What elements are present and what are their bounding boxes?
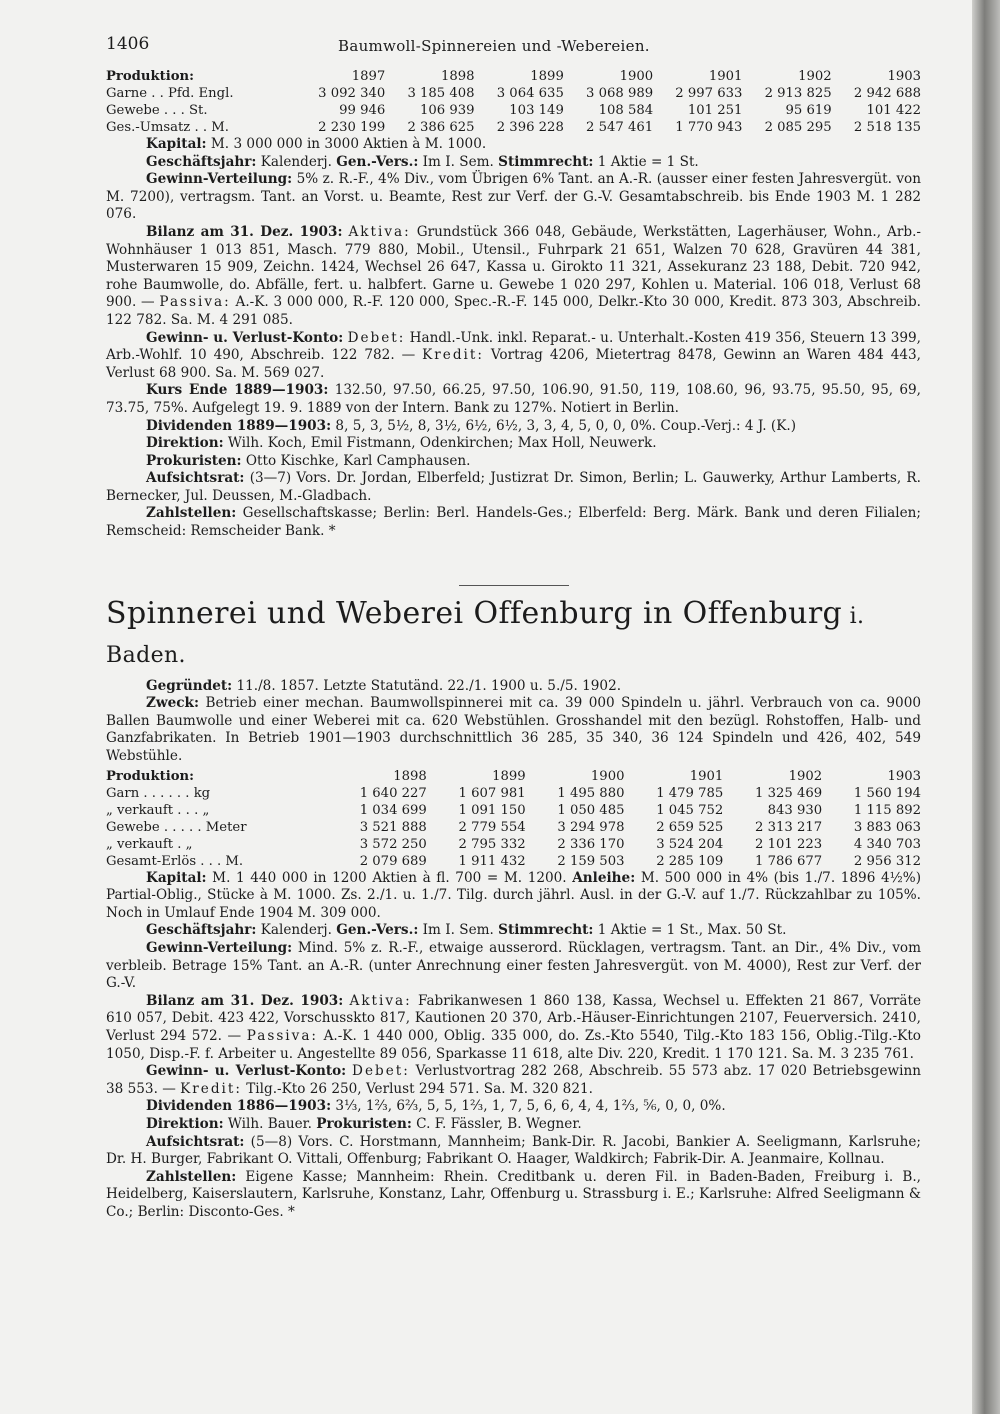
bilanz-paragraph bbox=[106, 993, 921, 1063]
value-cell: 3 572 250 bbox=[359, 836, 427, 852]
zahlstellen-paragraph bbox=[106, 505, 921, 540]
direktion-paragraph bbox=[106, 1116, 921, 1134]
gewinn-verteilung-paragraph bbox=[106, 171, 921, 224]
row-label: Ges.-Umsatz . . M. bbox=[106, 120, 229, 135]
value-cell: 1 770 943 bbox=[675, 120, 743, 135]
prokuristen-label: Prokuristen: bbox=[316, 1115, 412, 1132]
value-cell: 4 340 703 bbox=[853, 836, 921, 852]
value-cell: 3 524 204 bbox=[656, 836, 724, 852]
kredit-label: Kredit: bbox=[180, 1080, 242, 1097]
gen-vers-label: Gen.-Vers.: bbox=[336, 922, 419, 939]
year-cell: 1902 bbox=[788, 768, 823, 784]
value-cell: 2 159 503 bbox=[557, 853, 625, 869]
row-label: Gewebe . . . . . Meter bbox=[106, 819, 247, 835]
value-cell: 2 085 295 bbox=[764, 120, 832, 135]
year-cell: 1897 bbox=[351, 69, 386, 84]
kredit-label: Kredit: bbox=[422, 347, 484, 364]
gegruendet-label: Gegründet: bbox=[146, 677, 233, 694]
direktion-label: Direktion: bbox=[146, 1115, 224, 1132]
value-cell: 95 619 bbox=[785, 103, 832, 118]
stimmrecht-text: 1 Aktie = 1 St. bbox=[593, 153, 699, 170]
year-cell: 1901 bbox=[689, 768, 724, 784]
aufsichtsrat-paragraph bbox=[106, 1134, 921, 1169]
kapital-text: M. 3 000 000 in 3000 Aktien à M. 1000. bbox=[206, 136, 487, 152]
value-cell: 3 068 989 bbox=[586, 86, 654, 101]
gegruendet-text: 11./8. 1857. Letzte Statutänd. 22./1. 1900 u. 5./5. 1902. bbox=[232, 677, 622, 694]
value-cell: 2 518 135 bbox=[853, 120, 921, 135]
aufsichtsrat-label: Aufsichtsrat: bbox=[146, 470, 245, 487]
direktion-text: Wilh. Bauer. bbox=[223, 1115, 317, 1132]
table-row bbox=[106, 102, 921, 119]
passiva-label: Passiva: bbox=[246, 1027, 319, 1044]
zahlstellen-text: Gesellschaftskasse; Berlin: Berl. Handels-Ges.; Elberfeld: Berg. Märk. Bank und deren Filialen; Remscheid: Remscheider Bank. * bbox=[106, 505, 921, 540]
gen-vers-label: Gen.-Vers.: bbox=[336, 153, 419, 170]
kredit-text: Tilg.-Kto 26 250, Verlust 294 571. Sa. M. 320 821. bbox=[241, 1080, 593, 1097]
year-cell: 1903 bbox=[887, 69, 921, 84]
value-cell: 3 064 635 bbox=[496, 86, 564, 101]
geschaeftsjahr-text: Kalenderj. bbox=[256, 922, 337, 939]
value-cell: 2 101 223 bbox=[755, 836, 823, 852]
zweck-paragraph bbox=[106, 695, 921, 765]
page-header bbox=[106, 30, 921, 58]
kapital-text: M. 1 440 000 in 1200 Aktien à fl. 700 = M. 1200. bbox=[206, 869, 573, 886]
value-cell: 3 185 408 bbox=[407, 86, 475, 101]
dividenden-label: Dividenden 1889—1903: bbox=[146, 417, 332, 434]
value-cell: 1 495 880 bbox=[557, 785, 625, 801]
page-number: 1406 bbox=[106, 34, 150, 54]
value-cell: 1 045 752 bbox=[656, 802, 724, 818]
company-location: i. Baden. bbox=[106, 603, 865, 668]
geschaeftsjahr-paragraph bbox=[106, 922, 921, 940]
zweck-text: Betrieb einer mechan. Baumwollspinnerei mit ca. 39 000 Spindeln u. jährl. Verbrauch von ca. 9000 Ballen Baumwolle und einer Weberei mit ca. 620 Webstühlen. Grosshandel mit den bezügl. Rohstoffen, Halb- und Ganzfabrikaten. In Betrieb 1901—1903 durchschnittlich 36 285, 35 340, 36 124 Spindeln und 426, 402, 549 Webstühle. bbox=[106, 695, 921, 765]
zahlstellen-label: Zahlstellen: bbox=[146, 505, 237, 522]
value-cell: 2 336 170 bbox=[557, 836, 625, 852]
anleihe-text: M. 500 000 in 4% (bis 1./7. 1896 4½%) Partial-Oblig., Stücke à M. 1000. Zs. 2./1. u. 1./7. Tilg. durch jährl. Ausl. in der G.-V. auf 1./7. Rückzahlbar zu 105%. Noch in Umlauf Ende 1904 M. 309 000. bbox=[106, 869, 922, 921]
dividenden-paragraph bbox=[106, 418, 921, 436]
value-cell: 3 883 063 bbox=[853, 819, 921, 835]
zweck-label: Zweck: bbox=[146, 695, 199, 712]
value-cell: 1 091 150 bbox=[458, 802, 526, 818]
dividenden-paragraph bbox=[106, 1098, 921, 1116]
value-cell: 2 942 688 bbox=[853, 86, 921, 101]
value-cell: 2 956 312 bbox=[853, 853, 921, 869]
value-cell: 1 911 432 bbox=[458, 853, 526, 869]
stimmrecht-label: Stimmrecht: bbox=[498, 153, 594, 170]
aufsichtsrat-text: (3—7) Vors. Dr. Jordan, Elberfeld; Justizrat Dr. Simon, Berlin; L. Gauwerky, Arthur Lamberts, R. Bernecker, Jul. Deussen, M.-Gladbach. bbox=[106, 470, 921, 504]
value-cell: 2 230 199 bbox=[318, 120, 386, 135]
value-cell: 2 547 461 bbox=[586, 120, 654, 135]
production-table-2 bbox=[106, 768, 921, 870]
value-cell: 101 251 bbox=[687, 103, 743, 118]
kapital-paragraph bbox=[106, 136, 921, 154]
running-head: Baumwoll-Spinnereien und -Webereien. bbox=[338, 37, 650, 55]
page-content bbox=[106, 30, 921, 1222]
passiva-label: Passiva: bbox=[159, 294, 231, 311]
row-label: Garne . . Pfd. Engl. bbox=[106, 86, 234, 101]
value-cell: 99 946 bbox=[339, 103, 386, 118]
geschaeftsjahr-text: Kalenderj. bbox=[256, 153, 337, 170]
year-cell: 1901 bbox=[708, 69, 743, 84]
section-divider bbox=[459, 585, 569, 586]
anleihe-label: Anleihe: bbox=[572, 869, 636, 886]
value-cell: 1 607 981 bbox=[458, 785, 526, 801]
guv-paragraph bbox=[106, 1063, 921, 1098]
zahlstellen-label: Zahlstellen: bbox=[146, 1168, 237, 1185]
year-cell: 1902 bbox=[798, 69, 832, 84]
row-label: Garn . . . . . . kg bbox=[106, 785, 211, 801]
guv-paragraph bbox=[106, 330, 921, 383]
guv-label: Gewinn- u. Verlust-Konto: bbox=[146, 329, 344, 346]
prokuristen-paragraph bbox=[106, 453, 921, 471]
kurs-label: Kurs Ende 1889—1903: bbox=[146, 382, 329, 399]
geschaeftsjahr-label: Geschäftsjahr: bbox=[146, 922, 257, 939]
value-cell: 2 779 554 bbox=[458, 819, 526, 835]
production-header-row bbox=[106, 68, 921, 85]
table-row bbox=[106, 819, 921, 836]
kapital-paragraph bbox=[106, 870, 921, 923]
table-row bbox=[106, 119, 921, 136]
value-cell: 103 149 bbox=[509, 103, 564, 118]
aktiva-text: Grundstück 366 048, Gebäude, Werkstätten, Lagerhäuser, Wohn., Arb.-Wohnhäuser 1 013 851, Masch. 779 880, Mobil., Utensil., Fuhrpark 21 651, Walzen 70 628, Gravüren 44 381, Musterwaren 15 909, Zeichn. 1424, Wechsel 26 647, Kassa u. Girokto 11 321, Assekuranz 23 188, Debit. 720 942, rohe Baumwolle, do. Abfälle, fert. u. halbfert. Garne u. Gewebe 1 020 297, Kohlen u. Material. 106 018, Verlust 68 900. — bbox=[106, 223, 921, 311]
value-cell: 2 795 332 bbox=[458, 836, 526, 852]
stimmrecht-text: 1 Aktie = 1 St., Max. 50 St. bbox=[593, 922, 787, 939]
production-header-row bbox=[106, 768, 921, 785]
prokuristen-text: C. F. Fässler, B. Wegner. bbox=[411, 1115, 582, 1132]
dividenden-text: 8, 5, 3, 5½, 8, 3½, 6½, 6½, 3, 3, 4, 5, 0, 0, 0%. Coup.-Verj.: 4 J. (K.) bbox=[331, 417, 797, 434]
value-cell: 101 422 bbox=[866, 103, 921, 118]
gewinn-verteilung-text: Mind. 5% z. R.-F., etwaige ausserord. Rücklagen, vertragsm. Tant. an Dir., 4% Div., vom verbleib. Betrage 15% Tant. an A.-R. (unter Anrechnung einer festen Jahresvergüt. von M. 4000), Rest zur Verf. der G.-V. bbox=[106, 940, 921, 992]
year-cell: 1899 bbox=[492, 768, 526, 784]
passiva-text: A.-K. 1 440 000, Oblig. 335 000, do. Zs.-Kto 5540, Tilg.-Kto 183 156, Oblig.-Tilg.-Kto 1050, Disp.-F. f. Arbeiter u. Angestellte 89 056, Sparkasse 11 618, alte Div. 220, Kredit. 1 170 121. Sa. M. 3 235 761. bbox=[106, 1027, 921, 1062]
year-cell: 1900 bbox=[619, 69, 654, 84]
gen-vers-text: Im I. Sem. bbox=[418, 153, 499, 170]
value-cell: 3 092 340 bbox=[318, 86, 386, 101]
prokuristen-label: Prokuristen: bbox=[146, 452, 242, 469]
company-name: Spinnerei und Weberei Offenburg in Offenburg bbox=[106, 595, 843, 631]
kapital-label: Kapital: bbox=[146, 869, 207, 886]
value-cell: 2 913 825 bbox=[764, 86, 832, 101]
value-cell: 2 313 217 bbox=[755, 819, 823, 835]
value-cell: 2 396 228 bbox=[496, 120, 564, 135]
gewinn-verteilung-label: Gewinn-Verteilung: bbox=[146, 940, 293, 956]
debet-label: Debet: bbox=[347, 329, 406, 346]
book-spine-shadow bbox=[972, 0, 1000, 1414]
debet-text: Handl.-Unk. inkl. Reparat.- u. Unterhalt.-Kosten 419 356, Steuern 13 399, Arb.-Wohlf. 10 490, Abschreib. 122 782. — bbox=[106, 329, 921, 364]
value-cell: 3 521 888 bbox=[359, 819, 427, 835]
year-cell: 1898 bbox=[393, 768, 427, 784]
value-cell: 106 939 bbox=[420, 103, 475, 118]
value-cell: 2 285 109 bbox=[656, 853, 724, 869]
table-row bbox=[106, 802, 921, 819]
passiva-text: A.-K. 3 000 000, R.-F. 120 000, Spec.-R.-F. 145 000, Delkr.-Kto 30 000, Kredit. 873 303, Abschreib. 122 782. Sa. M. 4 291 085. bbox=[106, 294, 921, 328]
aufsichtsrat-text: (5—8) Vors. C. Horstmann, Mannheim; Bank-Dir. R. Jacobi, Bankier A. Seeligmann, Karlsruhe; Dr. H. Burger, Fabrikant O. Vittali, Offenburg; Fabrikant O. Haager, Waldkirch; Fabrik-Dir. A. Jeanmaire, Kollnau. bbox=[106, 1133, 921, 1168]
aufsichtsrat-label: Aufsichtsrat: bbox=[146, 1133, 245, 1150]
direktion-label: Direktion: bbox=[146, 435, 224, 452]
kapital-label: Kapital: bbox=[146, 136, 207, 152]
bilanz-label: Bilanz am 31. Dez. 1903: bbox=[146, 992, 344, 1009]
value-cell: 1 479 785 bbox=[656, 785, 724, 801]
year-cell: 1899 bbox=[530, 69, 564, 84]
value-cell: 1 560 194 bbox=[853, 785, 921, 801]
dividenden-text: 3⅓, 1⅔, 6⅔, 5, 5, 1⅔, 1, 7, 5, 6, 6, 4, 4, 1⅔, ⅚, 0, 0, 0%. bbox=[331, 1098, 726, 1115]
row-label: „ verkauft . . . „ bbox=[106, 802, 210, 818]
prokuristen-text: Otto Kischke, Karl Camphausen. bbox=[241, 452, 471, 469]
value-cell: 1 640 227 bbox=[359, 785, 427, 801]
year-cell: 1900 bbox=[590, 768, 625, 784]
value-cell: 2 997 633 bbox=[675, 86, 743, 101]
kurs-paragraph bbox=[106, 382, 921, 417]
value-cell: 1 034 699 bbox=[359, 802, 427, 818]
gewinn-verteilung-paragraph bbox=[106, 940, 921, 993]
value-cell: 108 584 bbox=[598, 103, 654, 118]
bilanz-label: Bilanz am 31. Dez. 1903: bbox=[146, 223, 343, 240]
gewinn-verteilung-text: 5% z. R.-F., 4% Div., vom Übrigen 6% Tant. an A.-R. (ausser einer festen Jahresvergüt. von M. 7200), vertragsm. Tant. an Vorst. u. Beamte, Rest zur Verf. der G.-V. Gesamtabschreib. bis Ende 1903 M. 1 282 076. bbox=[106, 171, 921, 223]
value-cell: 1 786 677 bbox=[755, 853, 823, 869]
value-cell: 3 294 978 bbox=[557, 819, 625, 835]
value-cell: 2 659 525 bbox=[656, 819, 724, 835]
bilanz-paragraph bbox=[106, 224, 921, 330]
production-label: Produktion: bbox=[106, 69, 194, 84]
value-cell: 1 325 469 bbox=[755, 785, 823, 801]
stimmrecht-label: Stimmrecht: bbox=[498, 922, 594, 939]
value-cell: 1 050 485 bbox=[557, 802, 625, 818]
row-label: Gewebe . . . St. bbox=[106, 103, 208, 118]
direktion-text: Wilh. Koch, Emil Fistmann, Odenkirchen; Max Holl, Neuwerk. bbox=[223, 435, 657, 452]
zahlstellen-paragraph bbox=[106, 1169, 921, 1222]
guv-label: Gewinn- u. Verlust-Konto: bbox=[146, 1063, 347, 1080]
kurs-text: 132.50, 97.50, 66.25, 97.50, 106.90, 91.50, 119, 108.60, 96, 93.75, 95.50, 95, 69, 73.75, 75%. Aufgelegt 19. 9. 1889 von der Intern. Bank zu 127%. Notiert in Berlin. bbox=[106, 382, 922, 416]
debet-label: Debet: bbox=[352, 1063, 410, 1080]
row-label: „ verkauft . „ bbox=[106, 836, 193, 852]
production-label: Produktion: bbox=[106, 768, 194, 784]
value-cell: 2 386 625 bbox=[407, 120, 475, 135]
table-row bbox=[106, 85, 921, 102]
table-row bbox=[106, 836, 921, 853]
kredit-text: Vortrag 4206, Mietertrag 8478, Gewinn an Waren 484 443, Verlust 68 900. Sa. M. 569 027. bbox=[106, 347, 921, 381]
aktiva-label: Aktiva: bbox=[349, 992, 412, 1009]
value-cell: 843 930 bbox=[767, 802, 823, 818]
zahlstellen-text: Eigene Kasse; Mannheim: Rhein. Creditbank u. deren Fil. in Baden-Baden, Freiburg i. B., Heidelberg, Kaiserslautern, Karlsruhe, Konstanz, Lahr, Offenburg u. Strassburg i. E.; Karlsruhe: Alfred Seeligmann & Co.; Berlin: Disconto-Ges. * bbox=[106, 1168, 921, 1220]
production-table-1 bbox=[106, 68, 921, 136]
geschaeftsjahr-paragraph bbox=[106, 154, 921, 172]
debet-text: Verlustvortrag 282 268, Abschreib. 55 573 abz. 17 020 Betriebsgewinn 38 553. — bbox=[106, 1063, 921, 1097]
value-cell: 2 079 689 bbox=[359, 853, 427, 869]
value-cell: 1 115 892 bbox=[853, 802, 921, 818]
gegruendet-paragraph bbox=[106, 678, 921, 696]
company-title bbox=[106, 596, 921, 674]
aufsichtsrat-paragraph bbox=[106, 470, 921, 505]
table-row bbox=[106, 785, 921, 802]
dividenden-label: Dividenden 1886—1903: bbox=[146, 1098, 332, 1115]
direktion-paragraph bbox=[106, 435, 921, 453]
table-row bbox=[106, 853, 921, 870]
year-cell: 1903 bbox=[887, 768, 921, 784]
aktiva-label: Aktiva: bbox=[348, 223, 411, 240]
gewinn-verteilung-label: Gewinn-Verteilung: bbox=[146, 171, 293, 188]
row-label: Gesamt-Erlös . . . M. bbox=[106, 853, 244, 869]
gen-vers-text: Im I. Sem. bbox=[418, 922, 499, 939]
aktiva-text: Fabrikanwesen 1 860 138, Kassa, Wechsel u. Effekten 21 867, Vorräte 610 057, Debit. 423 422, Vorschusskto 817, Kautionen 20 370, Arb.-Häuser-Einrichtungen 2107, Feuerversich. 2410, Verlust 294 572. — bbox=[106, 992, 921, 1044]
year-cell: 1898 bbox=[441, 69, 475, 84]
geschaeftsjahr-label: Geschäftsjahr: bbox=[146, 153, 257, 170]
